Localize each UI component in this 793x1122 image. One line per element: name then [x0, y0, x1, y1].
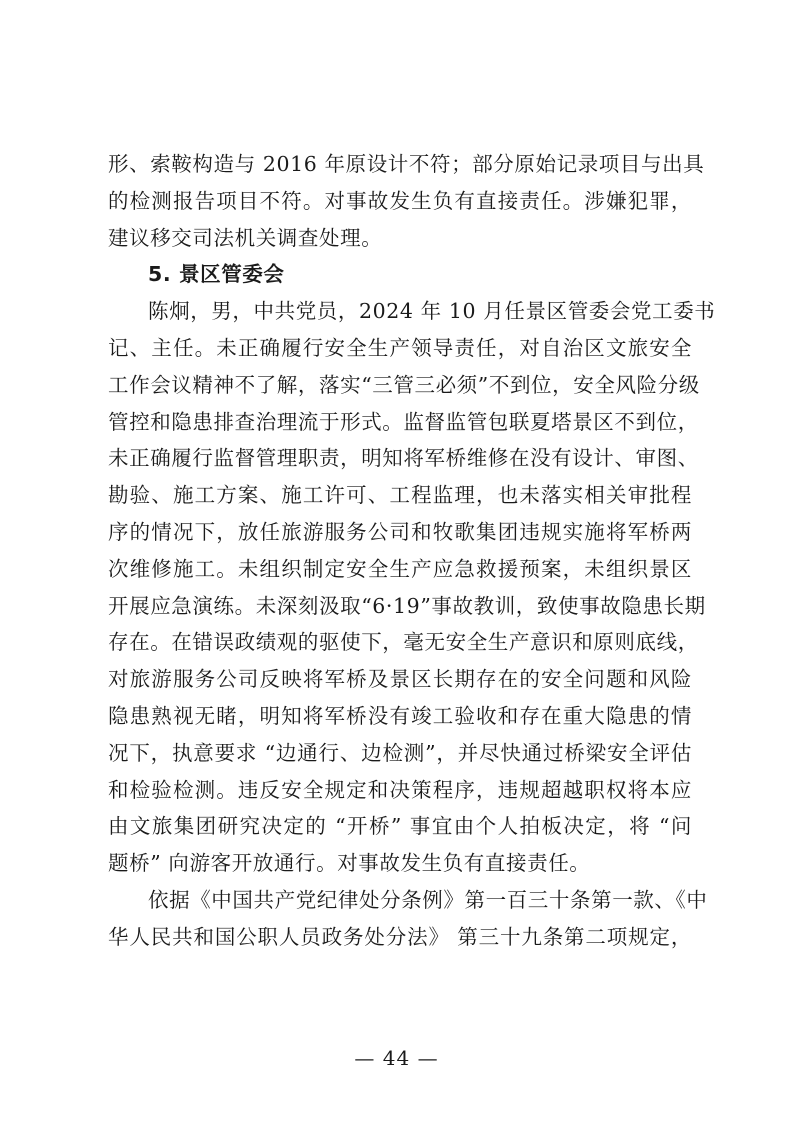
text-line: 管控和隐患排查治理流于形式。监督监管包联夏塔景区不到位， [108, 409, 699, 434]
paragraph-2 [108, 293, 716, 882]
document-body [108, 146, 716, 956]
text-line: 次维修施工。未组织制定安全生产应急救援预案，未组织景区 [108, 556, 692, 581]
text-line: 记、主任。未正确履行安全生产领导责任，对自治区文旅安全 [108, 335, 692, 360]
text-line: 题桥” 向游客开放通行。对事故发生负有直接责任。 [108, 851, 591, 876]
text-line: 和检验检测。违反安全规定和决策程序，违规超越职权将本应 [108, 777, 692, 802]
text-line: 开展应急演练。未深刻汲取“6·19”事故教训，致使事故隐患长期 [108, 593, 706, 618]
page-number: — 44 — [354, 1046, 439, 1070]
text-line: 华人民共和国公职人员政务处分法》 第三十九条第二项规定， [108, 924, 692, 949]
text-line: 存在。在错误政绩观的驱使下，毫无安全生产意识和原则底线， [108, 630, 699, 655]
text-line: 的检测报告项目不符。对事故发生负有直接责任。涉嫌犯罪， [108, 188, 692, 213]
paragraph-3 [108, 882, 708, 956]
text-line: 工作会议精神不了解，落实“三管三必须”不到位，安全风险分级 [108, 372, 700, 397]
paragraph-1 [108, 146, 705, 256]
text-line: 陈炯，男，中共党员，2024 年 10 月任景区管委会党工委书 [148, 299, 716, 324]
text-line: 形、索鞍构造与 2016 年原设计不符；部分原始记录项目与出具 [108, 152, 705, 176]
text-line: 对旅游服务公司反映将军桥及景区长期存在的安全问题和风险 [108, 667, 692, 692]
text-line: 建议移交司法机关调查处理。 [108, 225, 383, 250]
text-line: 勘验、施工方案、施工许可、工程监理，也未落实相关审批程 [108, 483, 692, 508]
text-line: 由文旅集团研究决定的 “开桥” 事宜由个人拍板决定，将 “问 [108, 814, 692, 839]
section-heading: 5. 景区管委会 [148, 262, 285, 287]
text-line: 序的情况下，放任旅游服务公司和牧歌集团违规实施将军桥两 [108, 519, 692, 544]
text-line: 未正确履行监督管理职责，明知将军桥维修在没有设计、审图、 [108, 446, 699, 471]
text-line: 依据《中国共产党纪律处分条例》第一百三十条第一款、《中 [148, 887, 708, 912]
text-line: 况下，执意要求 “边通行、边检测”，并尽快通过桥梁安全评估 [108, 740, 692, 765]
text-line: 隐患熟视无睹，明知将军桥没有竣工验收和存在重大隐患的情 [108, 703, 692, 728]
